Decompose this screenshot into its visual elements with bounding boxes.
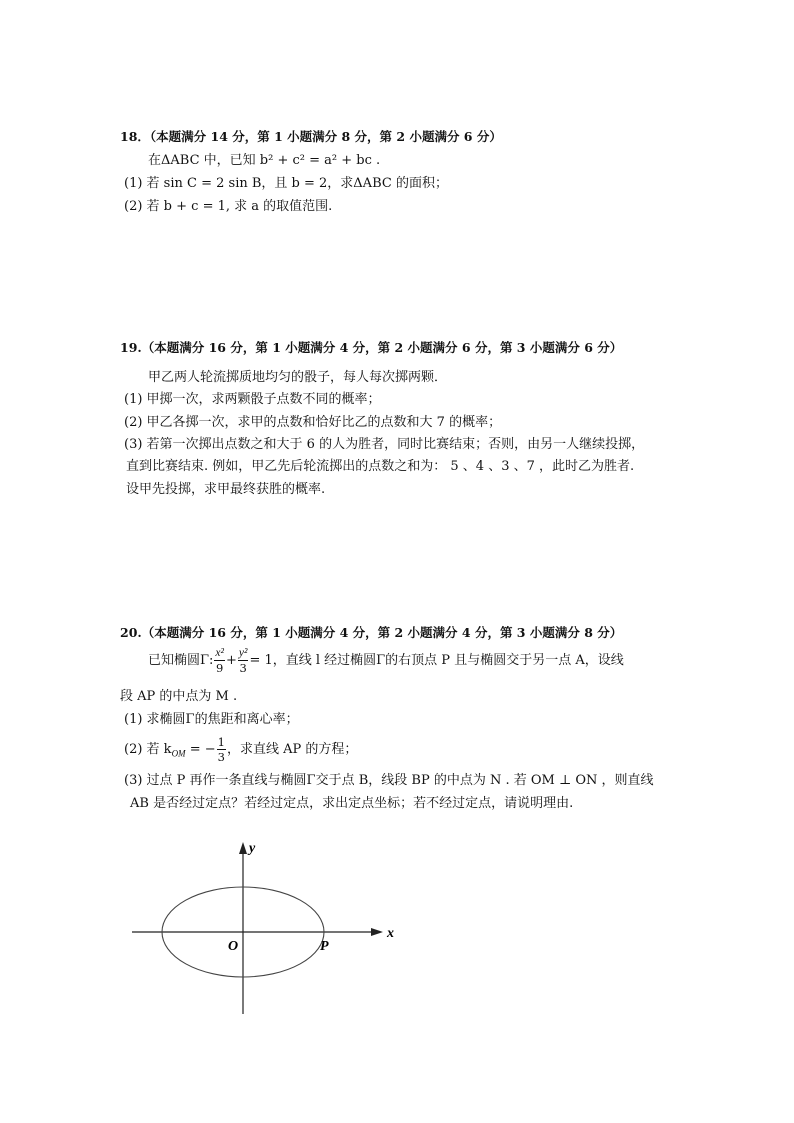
q20-part1: (1) 求椭圆Γ的焦距和离心率；	[124, 712, 299, 727]
q20-part2-rest: ，求直线 AP 的方程；	[226, 742, 358, 757]
q19-part3-line3: 设甲先投掷，求甲最终获胜的概率.	[126, 482, 326, 497]
q20-part2	[124, 735, 357, 769]
frac3-denominator: 3	[217, 750, 225, 764]
q18-intro: 在ΔABC 中，已知 b² + c² = a² + bc .	[148, 153, 381, 168]
q19-part1: (1) 甲掷一次，求两颗骰子点数不同的概率；	[124, 392, 381, 407]
q19-header: 19.（本题满分 16 分，第 1 小题满分 4 分，第 2 小题满分 6 分，第 3 小题满分 6 分）	[120, 340, 623, 355]
point-p-label: P	[320, 939, 329, 954]
q20-intro-start: 已知椭圆Γ:	[148, 653, 214, 668]
q20-intro	[148, 646, 624, 676]
frac3-numerator: 1	[217, 735, 225, 749]
q20-intro-rest: ，直线 l 经过椭圆Γ的右顶点 P 且与椭圆交于另一点 A，设线	[272, 653, 624, 668]
plus-sign: +	[225, 653, 237, 668]
x-label: x	[387, 926, 394, 941]
q19-intro: 甲乙两人轮流掷质地均匀的骰子，每人每次掷两颗．	[148, 370, 448, 385]
y-label: y	[249, 841, 256, 856]
x-axis-arrow	[371, 928, 383, 936]
ellipse-figure	[125, 838, 395, 1020]
q18-header: 18．（本题满分 14 分，第 1 小题满分 8 分，第 2 小题满分 6 分）	[120, 129, 502, 144]
q20-header: 20.（本题满分 16 分，第 1 小题满分 4 分，第 2 小题满分 4 分，第 3 小题满分 8 分）	[120, 625, 623, 640]
frac2-numerator: y²	[238, 647, 248, 659]
q20-part2-eq: = −	[185, 742, 216, 757]
equals-one: = 1	[249, 653, 273, 668]
q20-intro-line2: 段 AP 的中点为 M .	[120, 689, 238, 704]
origin-label: O	[228, 939, 239, 954]
q19-part3-line1: (3) 若第一次掷出点数之和大于 6 的人为胜者，同时比赛结束；否则，由另一人继续投掷，	[124, 437, 645, 452]
q19-part3-line2: 直到比赛结束. 例如，甲乙先后轮流掷出的点数之和为： 5 、4 、3 、7 ，此时乙为胜者.	[126, 459, 635, 474]
q20-part3-line1: (3) 过点 P 再作一条直线与椭圆Γ交于点 B，线段 BP 的中点为 N . 若 OM ⊥ ON ，则直线	[124, 773, 654, 788]
q18-part1: (1) 若 sin C = 2 sin B，且 b = 2，求ΔABC 的面积；	[124, 176, 448, 191]
one-third-fraction	[217, 735, 226, 764]
x-squared-over-9	[214, 646, 225, 675]
q19-part2: (2) 甲乙各掷一次，求甲的点数和恰好比乙的点数和大 7 的概率；	[124, 415, 502, 430]
y-axis-arrow	[239, 842, 247, 854]
frac2-denominator: 3	[239, 661, 247, 675]
frac1-numerator: x²	[215, 647, 224, 659]
q20-part3-line2: AB 是否经过定点？若经过定点，求出定点坐标；若不经过定点，请说明理由.	[130, 796, 574, 811]
frac1-denominator: 9	[216, 661, 224, 675]
slope-subscript: OM	[171, 748, 186, 759]
q18-part2: (2) 若 b + c = 1, 求 a 的取值范围.	[124, 199, 333, 214]
q20-part2-start: (2) 若 k	[124, 742, 172, 757]
y-squared-over-3	[238, 646, 249, 675]
